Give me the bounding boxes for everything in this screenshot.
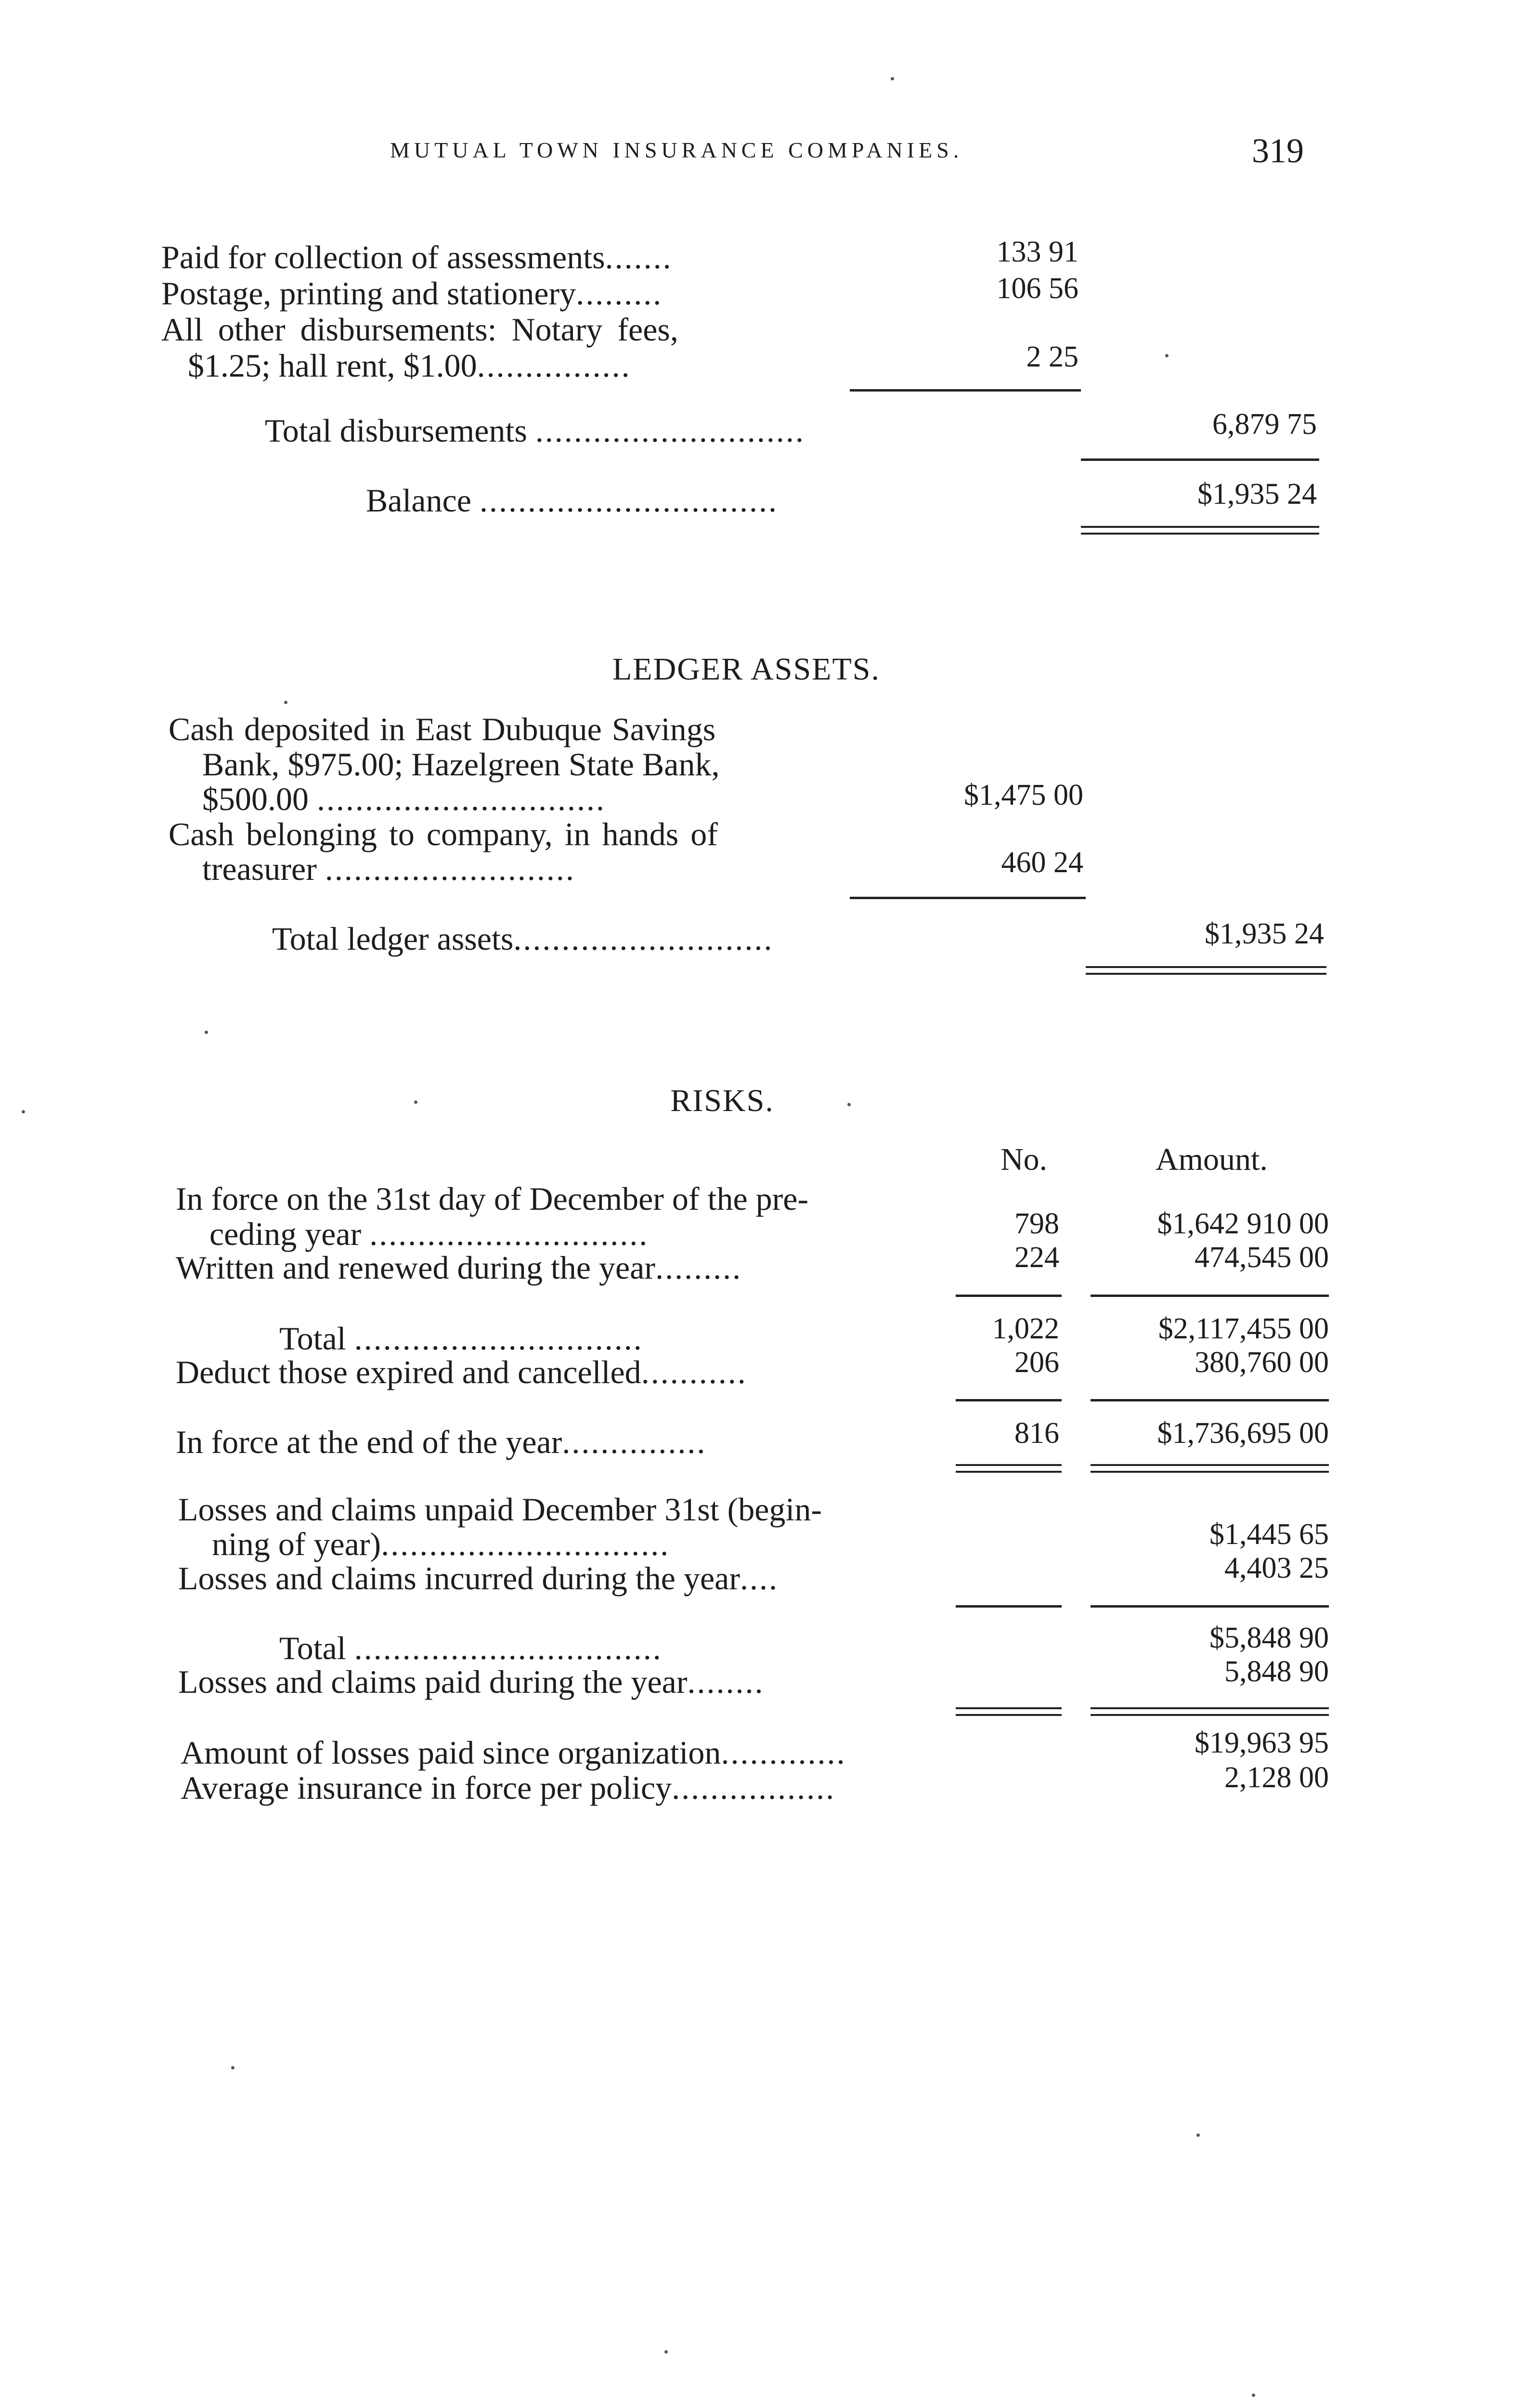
total-ledger-assets-amount: $1,935 24	[1205, 917, 1324, 950]
risk-row-label: In force on the 31st day of December of the pre-	[176, 1180, 809, 1217]
loss-row-label-continuation: ning of year)..............................	[212, 1526, 670, 1562]
disbursement-item: Postage, printing and stationery.........	[161, 275, 663, 312]
ledger-item: Cash belonging to company, in hands of	[169, 816, 718, 852]
risk-row-no: 798	[1014, 1207, 1059, 1240]
scan-speck	[414, 1100, 417, 1104]
rule	[1091, 1605, 1329, 1608]
double-rule	[1086, 966, 1326, 975]
disbursement-item: All other disbursements: Notary fees,	[161, 311, 678, 348]
scan-speck	[1252, 2394, 1255, 2397]
risk-row-no: 816	[1014, 1417, 1059, 1450]
risk-row-label: Deduct those expired and cancelled...........	[176, 1354, 747, 1390]
scan-speck	[891, 77, 894, 80]
rule	[1091, 1399, 1329, 1401]
risk-row-label: Written and renewed during the year.........	[176, 1249, 742, 1286]
summary-row-amount: 2,128 00	[1224, 1761, 1329, 1794]
double-rule	[1081, 526, 1319, 535]
page-number: 319	[1252, 131, 1304, 170]
risk-row-label-continuation: ceding year .............................	[209, 1216, 649, 1252]
loss-row-amount: $5,848 90	[1209, 1622, 1329, 1654]
double-rule	[956, 1464, 1062, 1473]
risk-row-no: 224	[1014, 1241, 1059, 1274]
risk-row-no: 1,022	[992, 1312, 1059, 1345]
rule	[1081, 458, 1319, 461]
column-header-amount: Amount.	[1156, 1142, 1268, 1177]
risk-row-amount: 380,760 00	[1195, 1346, 1329, 1379]
ledger-amount: 460 24	[1001, 846, 1083, 879]
rule	[850, 389, 1081, 392]
rule	[956, 1295, 1062, 1297]
disbursement-item-continuation: $1.25; hall rent, $1.00................	[188, 347, 631, 384]
scan-speck	[1196, 2133, 1200, 2137]
summary-row-label: Amount of losses paid since organization.............	[181, 1734, 846, 1771]
scan-speck	[1165, 354, 1169, 357]
ledger-item: Cash deposited in East Dubuque Savings	[169, 711, 716, 747]
disbursement-item: Paid for collection of assessments.......	[161, 239, 673, 275]
ledger-amount: $1,475 00	[964, 779, 1083, 811]
balance-label: Balance ...............................	[366, 482, 778, 519]
rule	[956, 1399, 1062, 1401]
loss-row-label: Total ................................	[279, 1630, 663, 1666]
double-rule	[956, 1707, 1062, 1716]
loss-row-amount: 5,848 90	[1224, 1655, 1329, 1688]
rule	[956, 1605, 1062, 1608]
total-ledger-assets-label: Total ledger assets...........................	[272, 920, 774, 957]
risks-heading: RISKS.	[670, 1083, 774, 1118]
disbursement-amount: 2 25	[1026, 340, 1078, 373]
ledger-item-continuation: $500.00 ..............................	[202, 781, 606, 817]
total-disbursements-amount: 6,879 75	[1212, 408, 1317, 441]
rule	[1091, 1295, 1329, 1297]
risk-row-amount: $1,642 910 00	[1157, 1207, 1329, 1240]
risk-row-amount: $1,736,695 00	[1157, 1417, 1329, 1450]
double-rule	[1091, 1707, 1329, 1716]
ledger-assets-heading: LEDGER ASSETS.	[612, 652, 881, 687]
column-header-no: No.	[1000, 1142, 1048, 1177]
summary-row-label: Average insurance in force per policy.................	[181, 1769, 836, 1806]
balance-amount: $1,935 24	[1197, 478, 1317, 510]
loss-row-label: Losses and claims incurred during the year....	[178, 1560, 779, 1597]
scan-speck	[22, 1110, 25, 1113]
disbursement-amount: 106 56	[996, 272, 1078, 305]
total-disbursements-label: Total disbursements ............................	[265, 412, 805, 449]
loss-row-amount: $1,445 65	[1209, 1518, 1329, 1551]
loss-row-label: Losses and claims paid during the year........	[178, 1663, 765, 1700]
loss-row-label: Losses and claims unpaid December 31st (begin-	[178, 1491, 822, 1528]
scan-speck	[664, 2350, 668, 2354]
risk-row-amount: $2,117,455 00	[1158, 1312, 1329, 1345]
summary-row-amount: $19,963 95	[1195, 1727, 1329, 1759]
rule	[850, 897, 1086, 899]
risk-row-amount: 474,545 00	[1195, 1241, 1329, 1274]
scan-speck	[847, 1103, 851, 1106]
risk-row-no: 206	[1014, 1346, 1059, 1379]
disbursement-amount: 133 91	[996, 236, 1078, 268]
loss-row-amount: 4,403 25	[1224, 1552, 1329, 1584]
scan-speck	[284, 701, 287, 704]
risk-row-label: Total ..............................	[279, 1320, 643, 1357]
ledger-item-continuation: treasurer ..........................	[202, 851, 575, 887]
running-header: MUTUAL TOWN INSURANCE COMPANIES.	[390, 138, 963, 162]
double-rule	[1091, 1464, 1329, 1473]
scan-speck	[205, 1031, 208, 1034]
scan-speck	[231, 2066, 234, 2069]
ledger-item-continuation: Bank, $975.00; Hazelgreen State Bank,	[202, 746, 720, 783]
risk-row-label: In force at the end of the year...............	[176, 1424, 707, 1460]
